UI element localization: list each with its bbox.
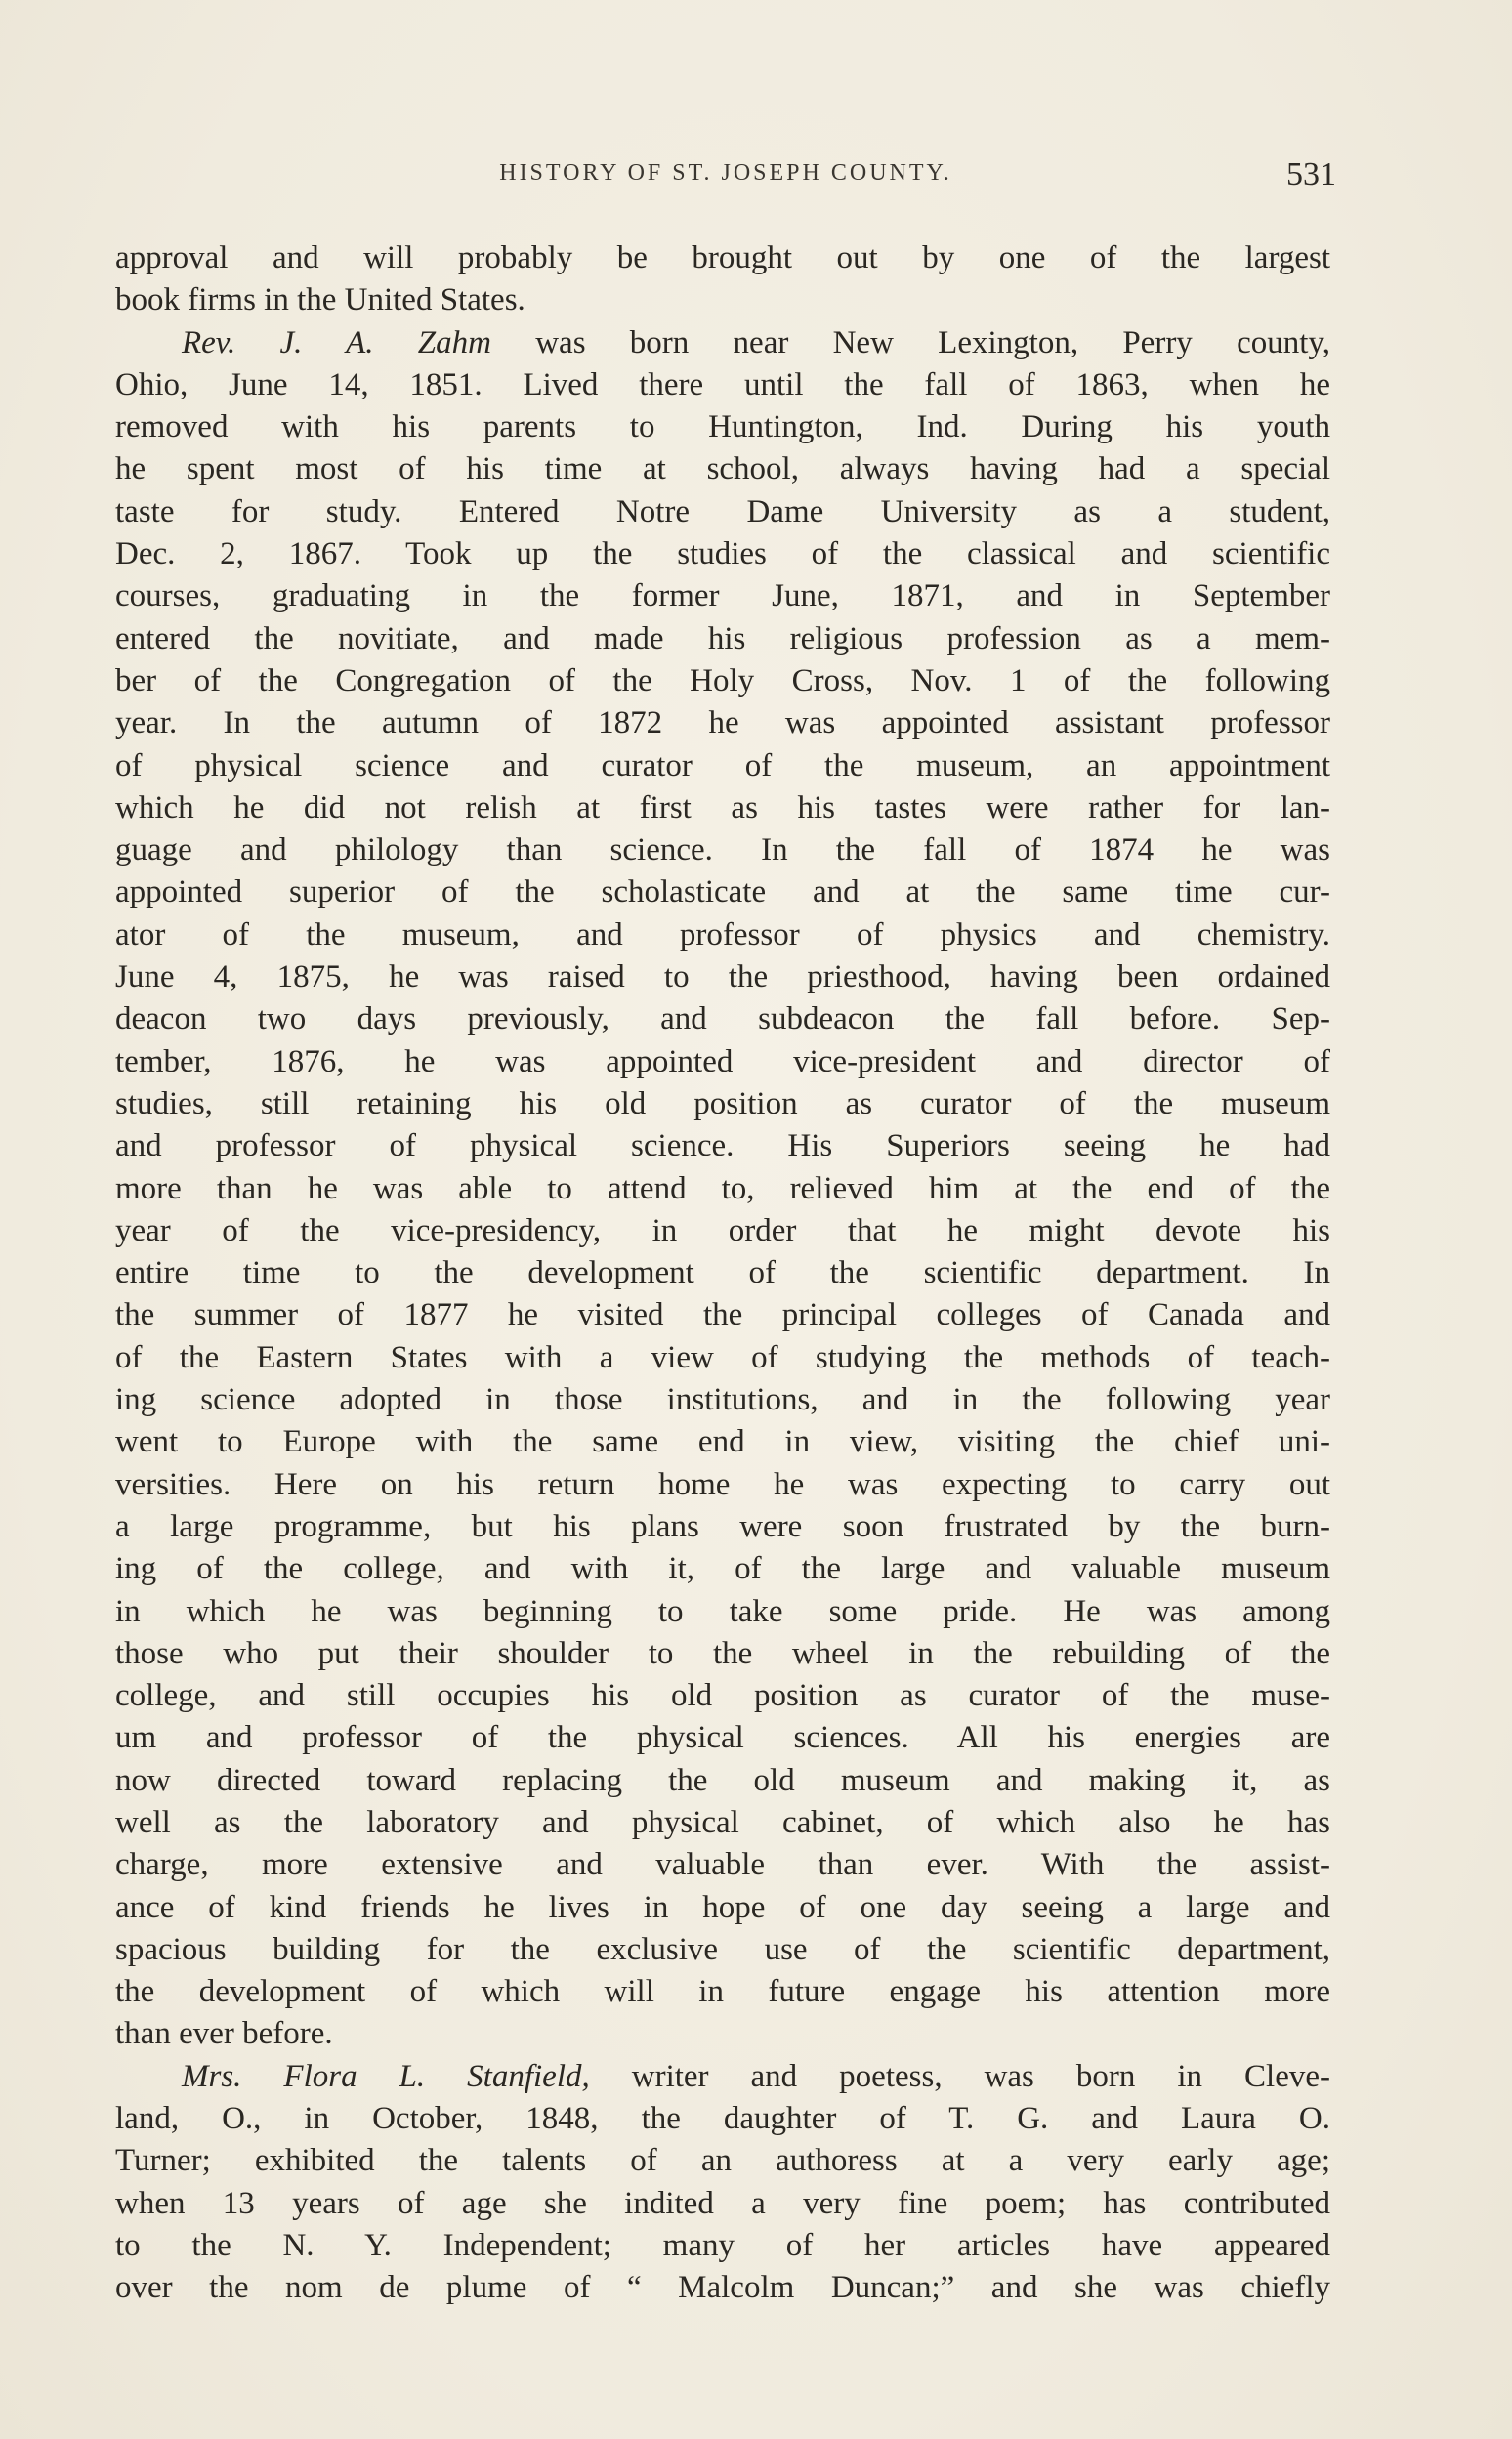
text-line xyxy=(115,1591,1330,1633)
line-text: those who put their shoulder to the wheel in the rebuilding of the xyxy=(115,1635,1330,1671)
line-text: ing of the college, and with it, of the large and valuable museum xyxy=(115,1551,1330,1587)
line-text: which he did not relish at first as his tastes were rather for lan- xyxy=(115,789,1330,825)
text-line xyxy=(115,1125,1330,1167)
text-line xyxy=(115,237,1330,279)
line-text: ber of the Congregation of the Holy Cross, Nov. 1 of the following xyxy=(115,662,1330,698)
line-text: deacon two days previously, and subdeacon the fall before. Sep- xyxy=(115,1001,1330,1037)
body-text xyxy=(115,237,1330,2312)
line-text: charge, more extensive and valuable than ever. With the assist- xyxy=(115,1847,1330,1883)
text-line xyxy=(115,1633,1330,1675)
text-line xyxy=(115,1294,1330,1336)
line-text: year of the vice-presidency, in order that he might devote his xyxy=(115,1212,1330,1248)
line-text: guage and philology than science. In the fall of 1874 he was xyxy=(115,832,1330,868)
text-line xyxy=(115,1675,1330,1717)
line-text: the development of which will in future engage his attention more xyxy=(115,1974,1330,2010)
text-line xyxy=(115,660,1330,702)
text-line xyxy=(115,1168,1330,1210)
text-line xyxy=(115,1717,1330,1759)
line-text: when 13 years of age she indited a very fine poem; has contributed xyxy=(115,2185,1330,2221)
line-text: removed with his parents to Huntington, Ind. During his youth xyxy=(115,409,1330,445)
text-line xyxy=(115,1802,1330,1844)
line-text: um and professor of the physical sciences. All his energies are xyxy=(115,1720,1330,1756)
text-line xyxy=(115,279,1330,321)
text-line xyxy=(115,871,1330,913)
line-text: he spent most of his time at school, always having had a special xyxy=(115,451,1330,487)
line-text: over the nom de plume of “ Malcolm Duncan;” and she was chiefly xyxy=(115,2270,1330,2306)
text-line xyxy=(115,1506,1330,1548)
text-line xyxy=(115,575,1330,617)
text-line xyxy=(115,1379,1330,1421)
text-line xyxy=(115,491,1330,533)
text-line xyxy=(115,1252,1330,1294)
line-text: studies, still retaining his old position as curator of the museum xyxy=(115,1085,1330,1121)
text-line xyxy=(115,1548,1330,1590)
line-text: tember, 1876, he was appointed vice-president and director of xyxy=(115,1043,1330,1079)
text-line xyxy=(115,1464,1330,1506)
line-text: college, and still occupies his old position as curator of the muse- xyxy=(115,1678,1330,1714)
text-line xyxy=(115,914,1330,956)
line-text: courses, graduating in the former June, 1871, and in September xyxy=(115,578,1330,614)
line-text: spacious building for the exclusive use of the scientific department, xyxy=(115,1931,1330,1967)
text-line xyxy=(115,1760,1330,1802)
page-header xyxy=(115,156,1336,199)
line-text: Turner; exhibited the talents of an authoress at a very early age; xyxy=(115,2143,1330,2179)
text-line xyxy=(115,2098,1330,2140)
line-text: ing science adopted in those institutions, and in the following year xyxy=(115,1382,1330,1418)
text-line xyxy=(115,1083,1330,1125)
text-line xyxy=(115,702,1330,744)
biography-name: Mrs. Flora L. Stanfield, xyxy=(182,2058,590,2094)
text-line xyxy=(115,2267,1330,2312)
text-line xyxy=(115,448,1330,490)
page-number: 531 xyxy=(1286,156,1336,192)
line-text: in which he was beginning to take some pride. He was among xyxy=(115,1593,1330,1629)
text-line xyxy=(115,533,1330,575)
line-text: entire time to the development of the scientific department. In xyxy=(115,1255,1330,1291)
text-line xyxy=(115,2013,1330,2055)
line-text: more than he was able to attend to, relieved him at the end of the xyxy=(115,1170,1330,1206)
running-title: HISTORY OF ST. JOSEPH COUNTY. xyxy=(499,160,952,186)
line-text: appointed superior of the scholasticate and at the same time cur- xyxy=(115,874,1330,910)
line-text: June 4, 1875, he was raised to the priesthood, having been ordained xyxy=(115,959,1330,995)
line-text: of physical science and curator of the museum, an appointment xyxy=(115,747,1330,783)
text-line xyxy=(115,1041,1330,1083)
line-text: than ever before. xyxy=(115,2016,333,2052)
text-line xyxy=(115,2183,1330,2225)
text-line xyxy=(115,998,1330,1040)
text-line xyxy=(115,2140,1330,2182)
line-text: ance of kind friends he lives in hope of one day seeing a large and xyxy=(115,1889,1330,1925)
line-text: was born near New Lexington, Perry county, xyxy=(490,324,1330,360)
text-line xyxy=(115,1971,1330,2013)
line-text: land, O., in October, 1848, the daughter of T. G. and Laura O. xyxy=(115,2101,1330,2137)
line-text: a large programme, but his plans were soon frustrated by the burn- xyxy=(115,1508,1330,1544)
text-line xyxy=(115,1337,1330,1379)
text-line xyxy=(115,956,1330,998)
line-text: now directed toward replacing the old museum and making it, as xyxy=(115,1762,1330,1798)
text-line xyxy=(115,1210,1330,1252)
line-text: of the Eastern States with a view of studying the methods of teach- xyxy=(115,1339,1330,1375)
line-text: book firms in the United States. xyxy=(115,282,525,318)
line-text: well as the laboratory and physical cabinet, of which also he has xyxy=(115,1804,1330,1840)
line-text: entered the novitiate, and made his religious profession as a mem- xyxy=(115,620,1330,656)
text-line xyxy=(115,829,1330,871)
text-line xyxy=(115,787,1330,829)
line-text: writer and poetess, was born in Cleve- xyxy=(589,2058,1330,2094)
line-text: taste for study. Entered Notre Dame University as a student, xyxy=(115,493,1330,529)
line-text: approval and will probably be brought out by one of the largest xyxy=(115,240,1330,275)
line-text: went to Europe with the same end in view, visiting the chief uni- xyxy=(115,1424,1330,1460)
line-text: ator of the museum, and professor of physics and chemistry. xyxy=(115,916,1330,952)
text-line xyxy=(115,406,1330,448)
text-line xyxy=(115,618,1330,660)
line-text: and professor of physical science. His Superiors seeing he had xyxy=(115,1128,1330,1164)
text-line xyxy=(115,1887,1330,1929)
text-line xyxy=(115,364,1330,406)
line-text: year. In the autumn of 1872 he was appointed assistant professor xyxy=(115,705,1330,741)
text-line xyxy=(115,322,1330,364)
line-text: the summer of 1877 he visited the principal colleges of Canada and xyxy=(115,1297,1330,1333)
text-line xyxy=(115,1929,1330,1971)
line-text: Dec. 2, 1867. Took up the studies of the classical and scientific xyxy=(115,536,1330,572)
text-line xyxy=(115,1844,1330,1886)
text-line xyxy=(115,1421,1330,1463)
text-line xyxy=(115,745,1330,787)
text-line xyxy=(115,2056,1330,2098)
biography-name: Rev. J. A. Zahm xyxy=(182,324,491,360)
text-line xyxy=(115,2225,1330,2267)
line-text: to the N. Y. Independent; many of her articles have appeared xyxy=(115,2227,1330,2263)
line-text: Ohio, June 14, 1851. Lived there until the fall of 1863, when he xyxy=(115,366,1330,402)
line-text: versities. Here on his return home he was expecting to carry out xyxy=(115,1466,1330,1502)
